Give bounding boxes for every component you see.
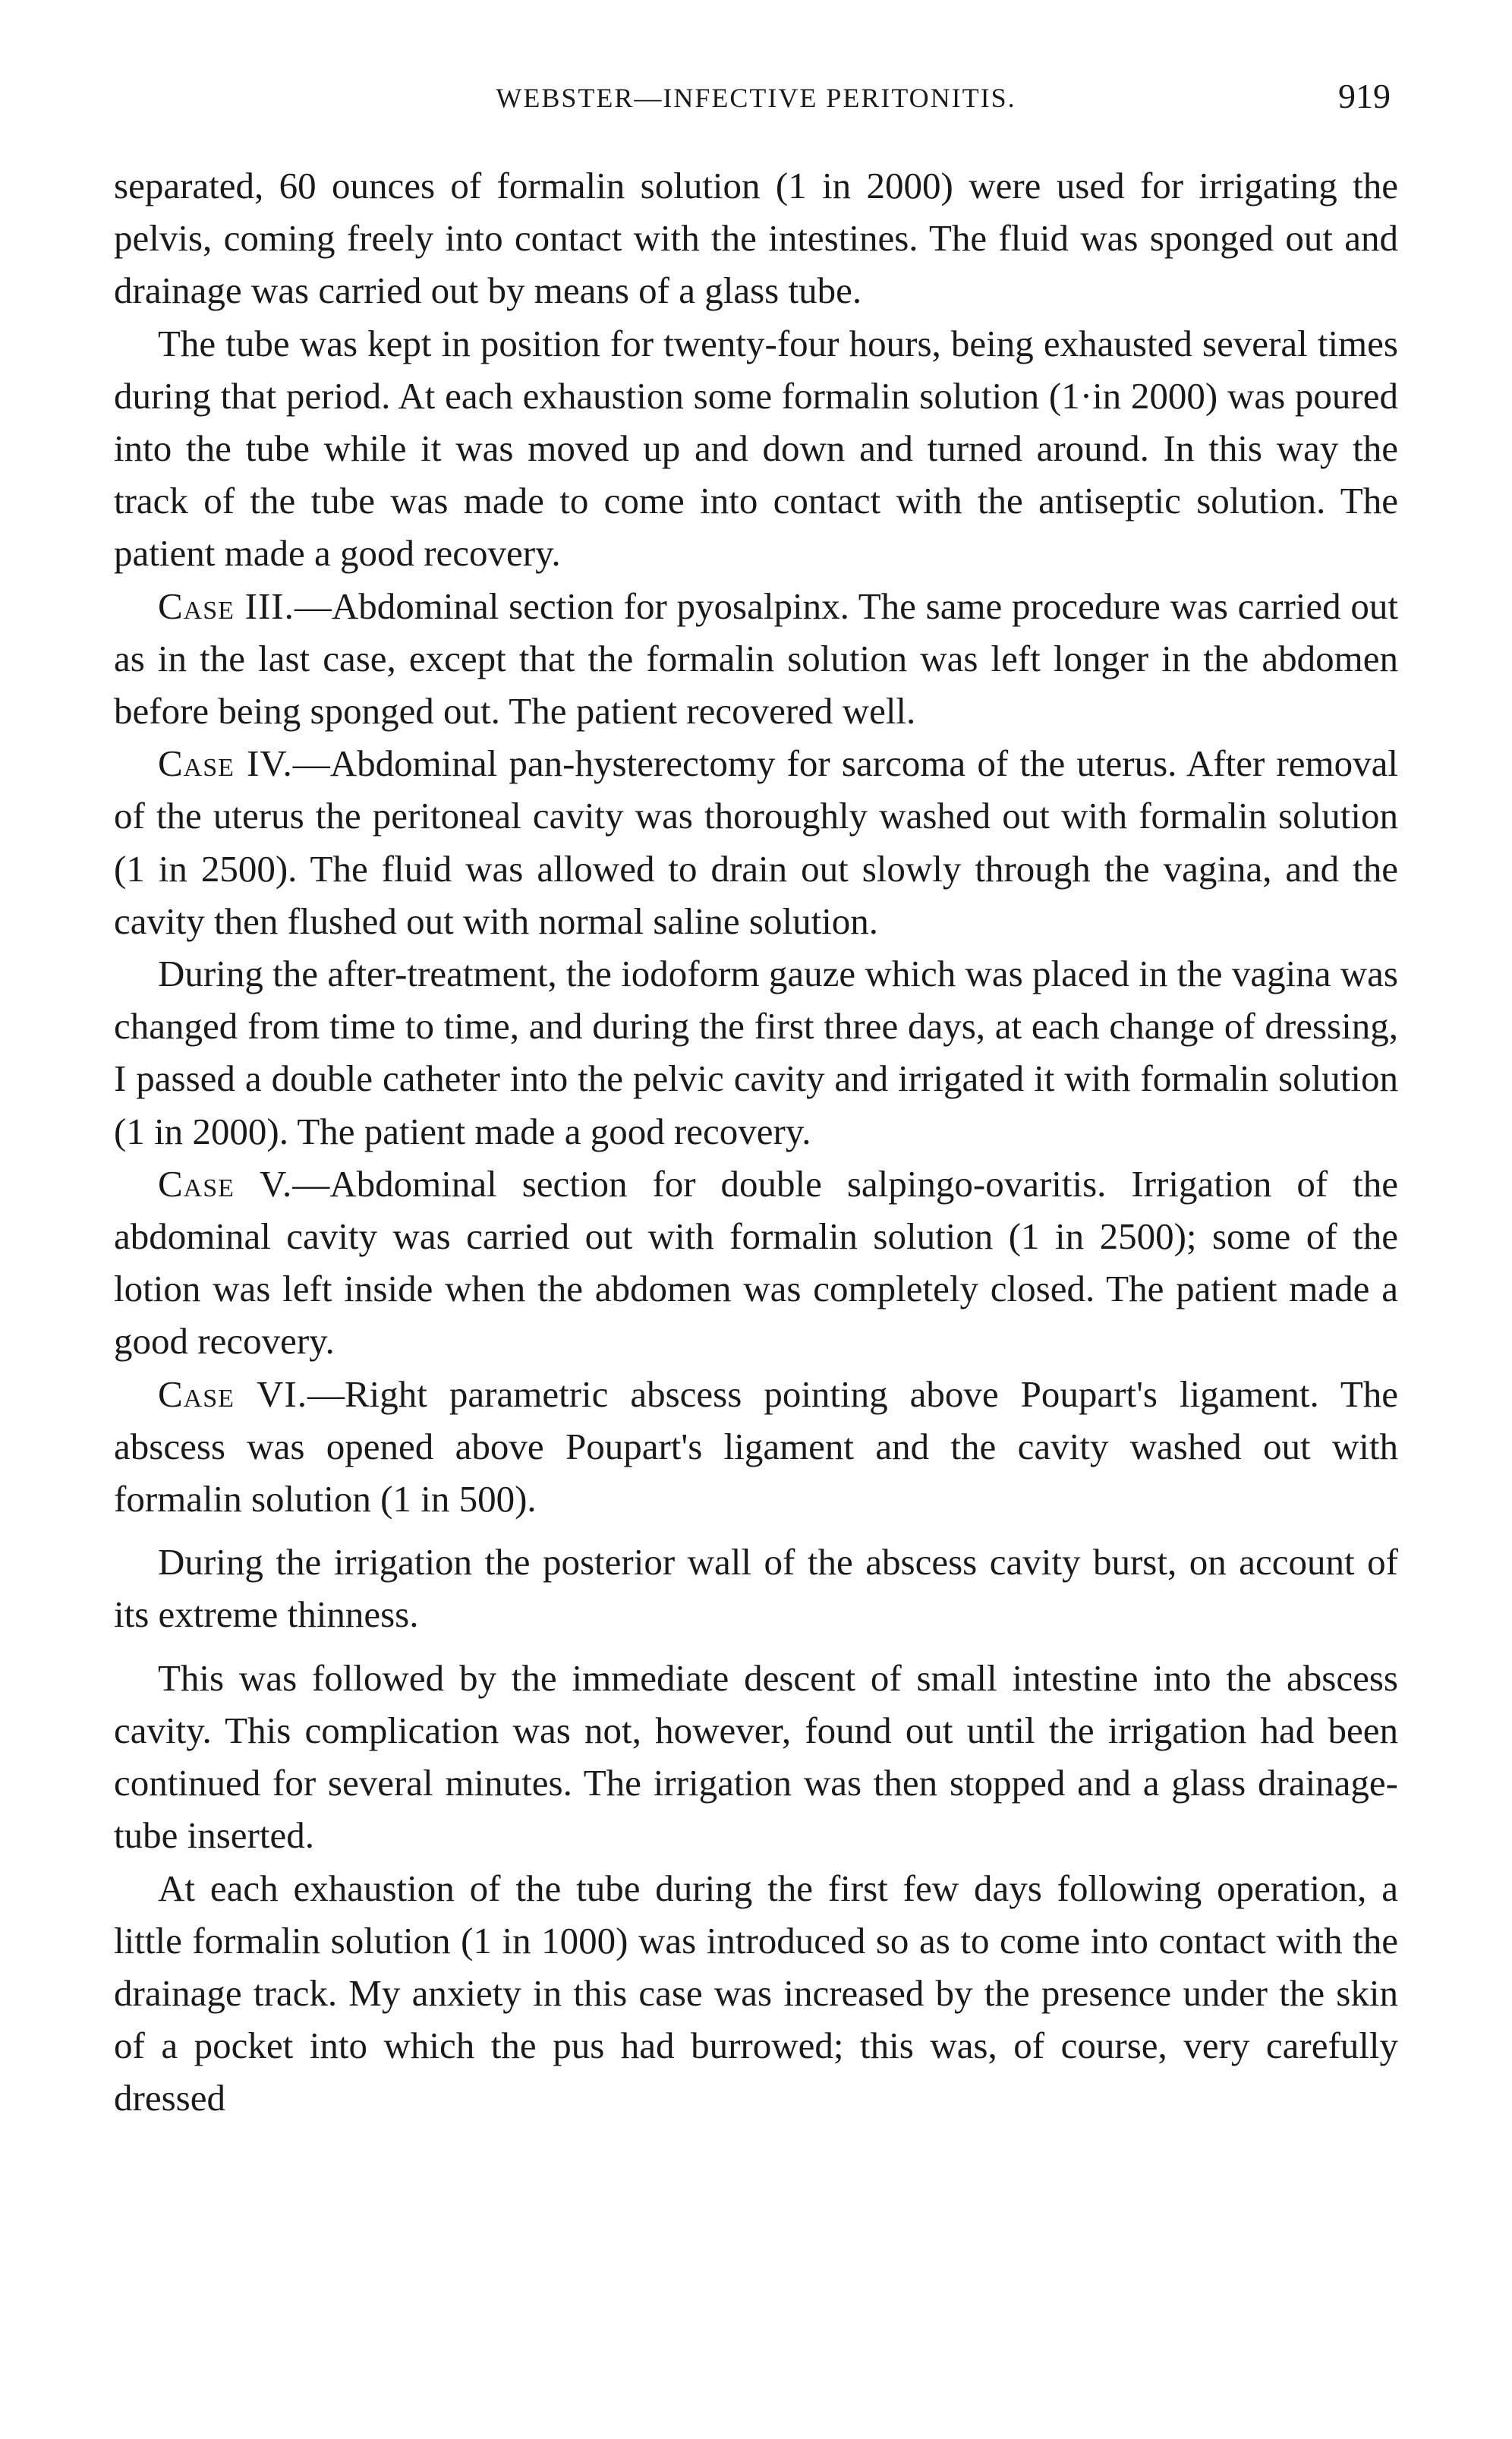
paragraph <box>114 317 1398 580</box>
case-label: Case V. <box>158 1162 293 1205</box>
paragraph-text: —Abdominal pan-hysterectomy for sarcoma of the uterus. After removal of the uterus the peritoneal cavity was thoroughly washed out with formalin solution (1 in 2500). The fluid was allowed to drain out slowly through the vagina, and the cavity then flushed out with normal saline solution. <box>114 742 1398 942</box>
paragraph-text: —Abdominal section for double salpingo-ovaritis. Irrigation of the abdominal cavity was carried out with formalin solution (1 in 2500); some of the lotion was left inside when the abdomen was completely closed. The patient made a good recovery. <box>114 1162 1398 1363</box>
paragraph-case-vi <box>114 1368 1398 1526</box>
page-number: 919 <box>1338 77 1391 115</box>
body-text <box>114 159 1398 2125</box>
case-label: Case III. <box>158 585 295 627</box>
paragraph-text: At each exhaustion of the tube during the first few days following operation, a little formalin solution (1 in 1000) was introduced so as to come into contact with the drainage track. My anxiety in this case was increased by the presence under the skin of a pocket into which the pus had burrowed; this was, of course, very carefully dressed <box>114 1867 1398 2119</box>
paragraph <box>114 1536 1398 1640</box>
paragraph-text: separated, 60 ounces of formalin solution (1 in 2000) were used for irrigating the pelvis, coming freely into contact with the intestines. The fluid was sponged out and drainage was carried out by means of a glass tube. <box>114 165 1398 312</box>
paragraph-text: During the irrigation the posterior wall of the abscess cavity burst, on account of its extreme thinness. <box>114 1541 1398 1636</box>
running-title: WEBSTER—INFECTIVE PERITONITIS. <box>496 83 1016 113</box>
running-head <box>114 76 1398 121</box>
paragraph-text: —Right parametric abscess pointing above Poupart's ligament. The abscess was opened above Poupart's ligament and the cavity washed out with formalin solution (1 in 500). <box>114 1372 1398 1520</box>
case-label: Case IV. <box>158 742 293 785</box>
paragraph <box>114 159 1398 317</box>
paragraph-case-iv <box>114 737 1398 947</box>
paragraph-text: —Abdominal section for pyosalpinx. The same procedure was carried out as in the last case, except that the formalin solution was left longer in the abdomen before being sponged out. The patient recovered well. <box>114 585 1398 733</box>
paragraph-case-v <box>114 1158 1398 1368</box>
paragraph <box>114 1652 1398 1862</box>
paragraph <box>114 1862 1398 2125</box>
case-label: Case VI. <box>158 1372 307 1415</box>
paragraph-text: The tube was kept in position for twenty-four hours, being exhausted several times during that period. At each exhaustion some formalin solution (1·in 2000) was poured into the tube while it was moved up and down and turned around. In this way the track of the tube was made to come into contact with the antiseptic solution. The patient made a good recovery. <box>114 322 1398 575</box>
paragraph-case-iii <box>114 580 1398 738</box>
paragraph-text: This was followed by the immediate descent of small intestine into the abscess cavity. This complication was not, however, found out until the irrigation had been continued for several minutes. The irrigation was then stopped and a glass drainage-tube inserted. <box>114 1656 1398 1857</box>
paragraph <box>114 947 1398 1158</box>
paragraph-text: During the after-treatment, the iodoform gauze which was placed in the vagina was changed from time to time, and during the first three days, at each change of dressing, I passed a double catheter into the pelvic cavity and irrigated it with formalin solution (1 in 2000). The patient made a good recovery. <box>114 953 1398 1152</box>
